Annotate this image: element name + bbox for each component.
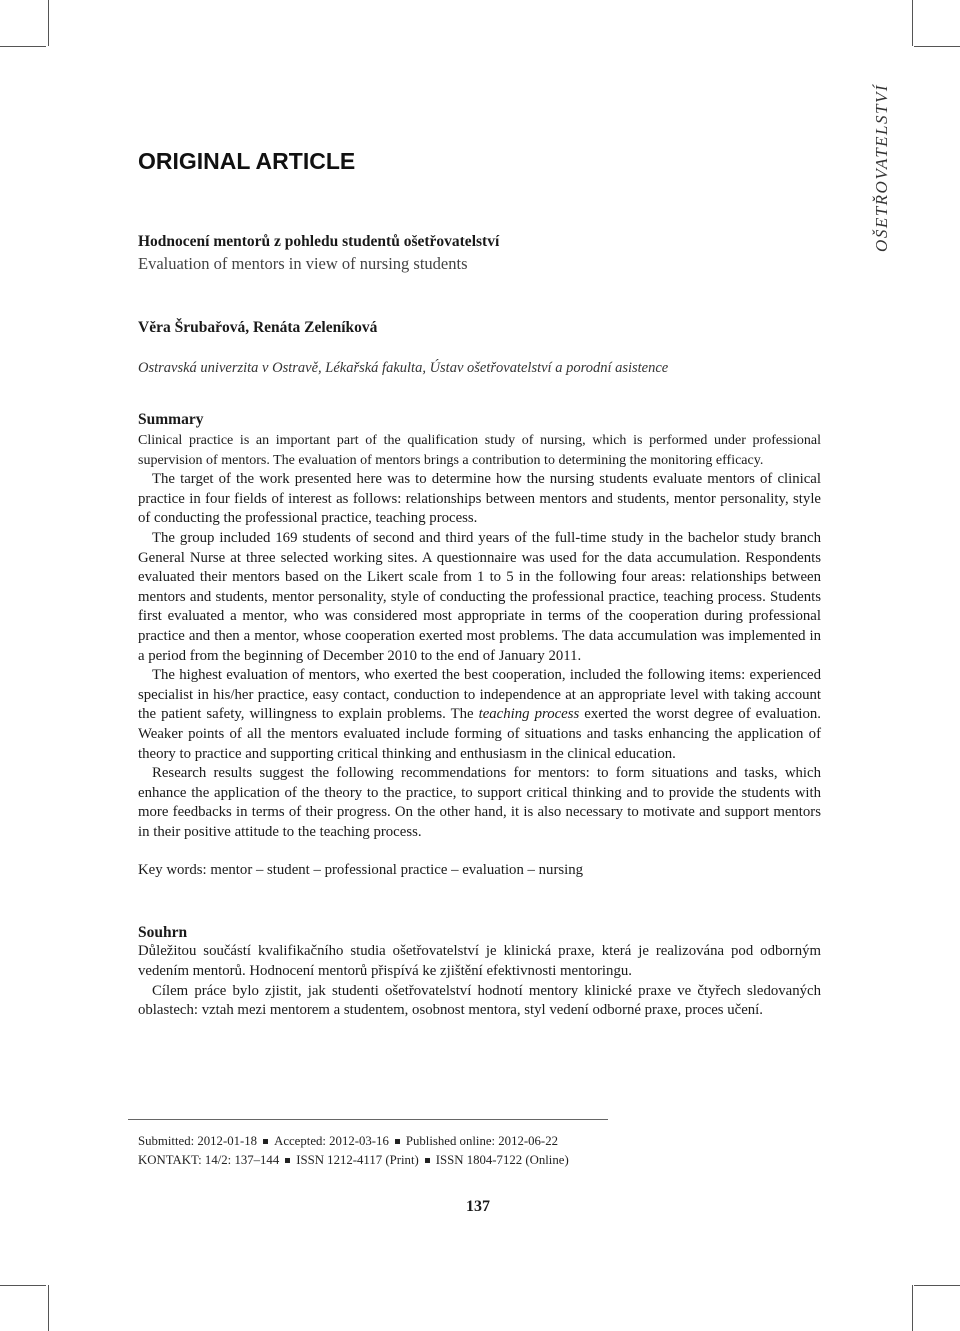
souhrn-paragraph: Cílem práce bylo zjistit, jak studenti ošetřovatelství hodnotí mentory klinické praxe ve čtyřech sledovaných oblastech: vztah mezi mentorem a studentem, osobnost mentora, styl vedení odborné praxe, proces učení. xyxy=(138,982,821,1019)
square-bullet-icon xyxy=(395,1139,400,1144)
crop-mark xyxy=(914,1285,960,1286)
square-bullet-icon xyxy=(263,1139,268,1144)
issn-print: ISSN 1212-4117 (Print) xyxy=(296,1153,419,1167)
crop-mark xyxy=(0,46,46,47)
keywords: Key words: mentor – student – professional practice – evaluation – nursing xyxy=(138,862,584,879)
emphasis-teaching-process: teaching process xyxy=(478,706,580,723)
square-bullet-icon xyxy=(285,1158,290,1163)
summary-text: The highest evaluation of mentors, who exerted the best cooperation, included the following items: experienced specialist in his/her practice, easy contact, conduction to independence at an appropriate level with taking account the patient safety, willingness to explain problems. The xyxy=(138,667,821,723)
affiliation: Ostravská univerzita v Ostravě, Lékařská fakulta, Ústav ošetřovatelství a porodní asistence xyxy=(138,360,669,376)
crop-mark xyxy=(912,0,913,46)
journal-citation: KONTAKT: 14/2: 137–144 xyxy=(138,1153,280,1167)
journal-line xyxy=(138,1151,569,1170)
summary-intro: Clinical practice is an important part of the qualification study of nursing, which is performed under professional supervision of mentors. The evaluation of mentors brings a contribution to determining the monitoring efficacy. xyxy=(138,433,821,468)
crop-mark xyxy=(48,1285,49,1331)
published-date: Published online: 2012-06-22 xyxy=(405,1134,558,1148)
summary-paragraph: The target of the work presented here was to determine how the nursing students evaluate mentors of clinical practice in four fields of interest as follows: relationships between mentors and students, mentor personality, style of conducting the professional practice, teaching process. xyxy=(138,471,821,527)
souhrn-paragraph: Důležitou součástí kvalifikačního studia ošetřovatelství je klinická praxe, která je realizována pod odborným vedením mentorů. Hodnocení mentorů přispívá ke zjištění efektivnosti mentoringu. xyxy=(138,943,821,980)
title-czech: Hodnocení mentorů z pohledu studentů ošetřovatelství xyxy=(138,233,500,250)
crop-mark xyxy=(0,1285,46,1286)
crop-mark xyxy=(48,0,49,46)
dates-line xyxy=(138,1132,569,1151)
summary-heading: Summary xyxy=(138,411,204,428)
summary-paragraph xyxy=(138,666,821,764)
crop-mark xyxy=(912,1285,913,1331)
section-side-label: OŠETŘOVATELSTVÍ xyxy=(872,84,891,252)
article-type-heading: ORIGINAL ARTICLE xyxy=(138,148,356,174)
publication-footer xyxy=(138,1132,569,1170)
souhrn-heading: Souhrn xyxy=(138,924,188,942)
submitted-date: Submitted: 2012-01-18 xyxy=(138,1134,258,1148)
title-english: Evaluation of mentors in view of nursing students xyxy=(138,254,468,273)
summary-text: exerted the worst degree of evaluation. Weaker points of all the mentors evaluated include forming of situations and tasks enhancing the application of theory to practice and supporting critical thinking and enthusiasm in the clinical education. xyxy=(138,706,821,762)
summary-paragraph: Research results suggest the following recommendations for mentors: to form situations and tasks, which enhance the application of the theory to the practice, to support critical thinking and to provide the students with more feedbacks in terms of their progress. On the other hand, it is also necessary to motivate and support mentors in their positive attitude to the teaching process. xyxy=(138,765,821,840)
authors: Věra Šrubařová, Renáta Zeleníková xyxy=(138,319,378,336)
issn-online: ISSN 1804-7122 (Online) xyxy=(435,1153,569,1167)
accepted-date: Accepted: 2012-03-16 xyxy=(274,1134,389,1148)
article-body xyxy=(138,148,821,1021)
footer-divider xyxy=(128,1119,608,1120)
square-bullet-icon xyxy=(425,1158,430,1163)
page-number: 137 xyxy=(466,1198,490,1215)
crop-mark xyxy=(914,46,960,47)
summary-paragraph: The group included 169 students of second and third years of the full-time study in the bachelor study branch General Nurse at three selected working sites. A questionnaire was used for the data accumulation. Respondents evaluated their mentors based on the Likert scale from 1 to 5 in the following four areas: relationships between mentors and students, mentor personality, style of conducting the professional practice, teaching process. Students first evaluated a mentor, who was considered most appropriate in terms of the cooperation during professional practice and then a mentor, whose cooperation exerted most problems. The data accumulation was implemented in a period from the beginning of December 2010 to the end of January 2011. xyxy=(138,529,821,664)
